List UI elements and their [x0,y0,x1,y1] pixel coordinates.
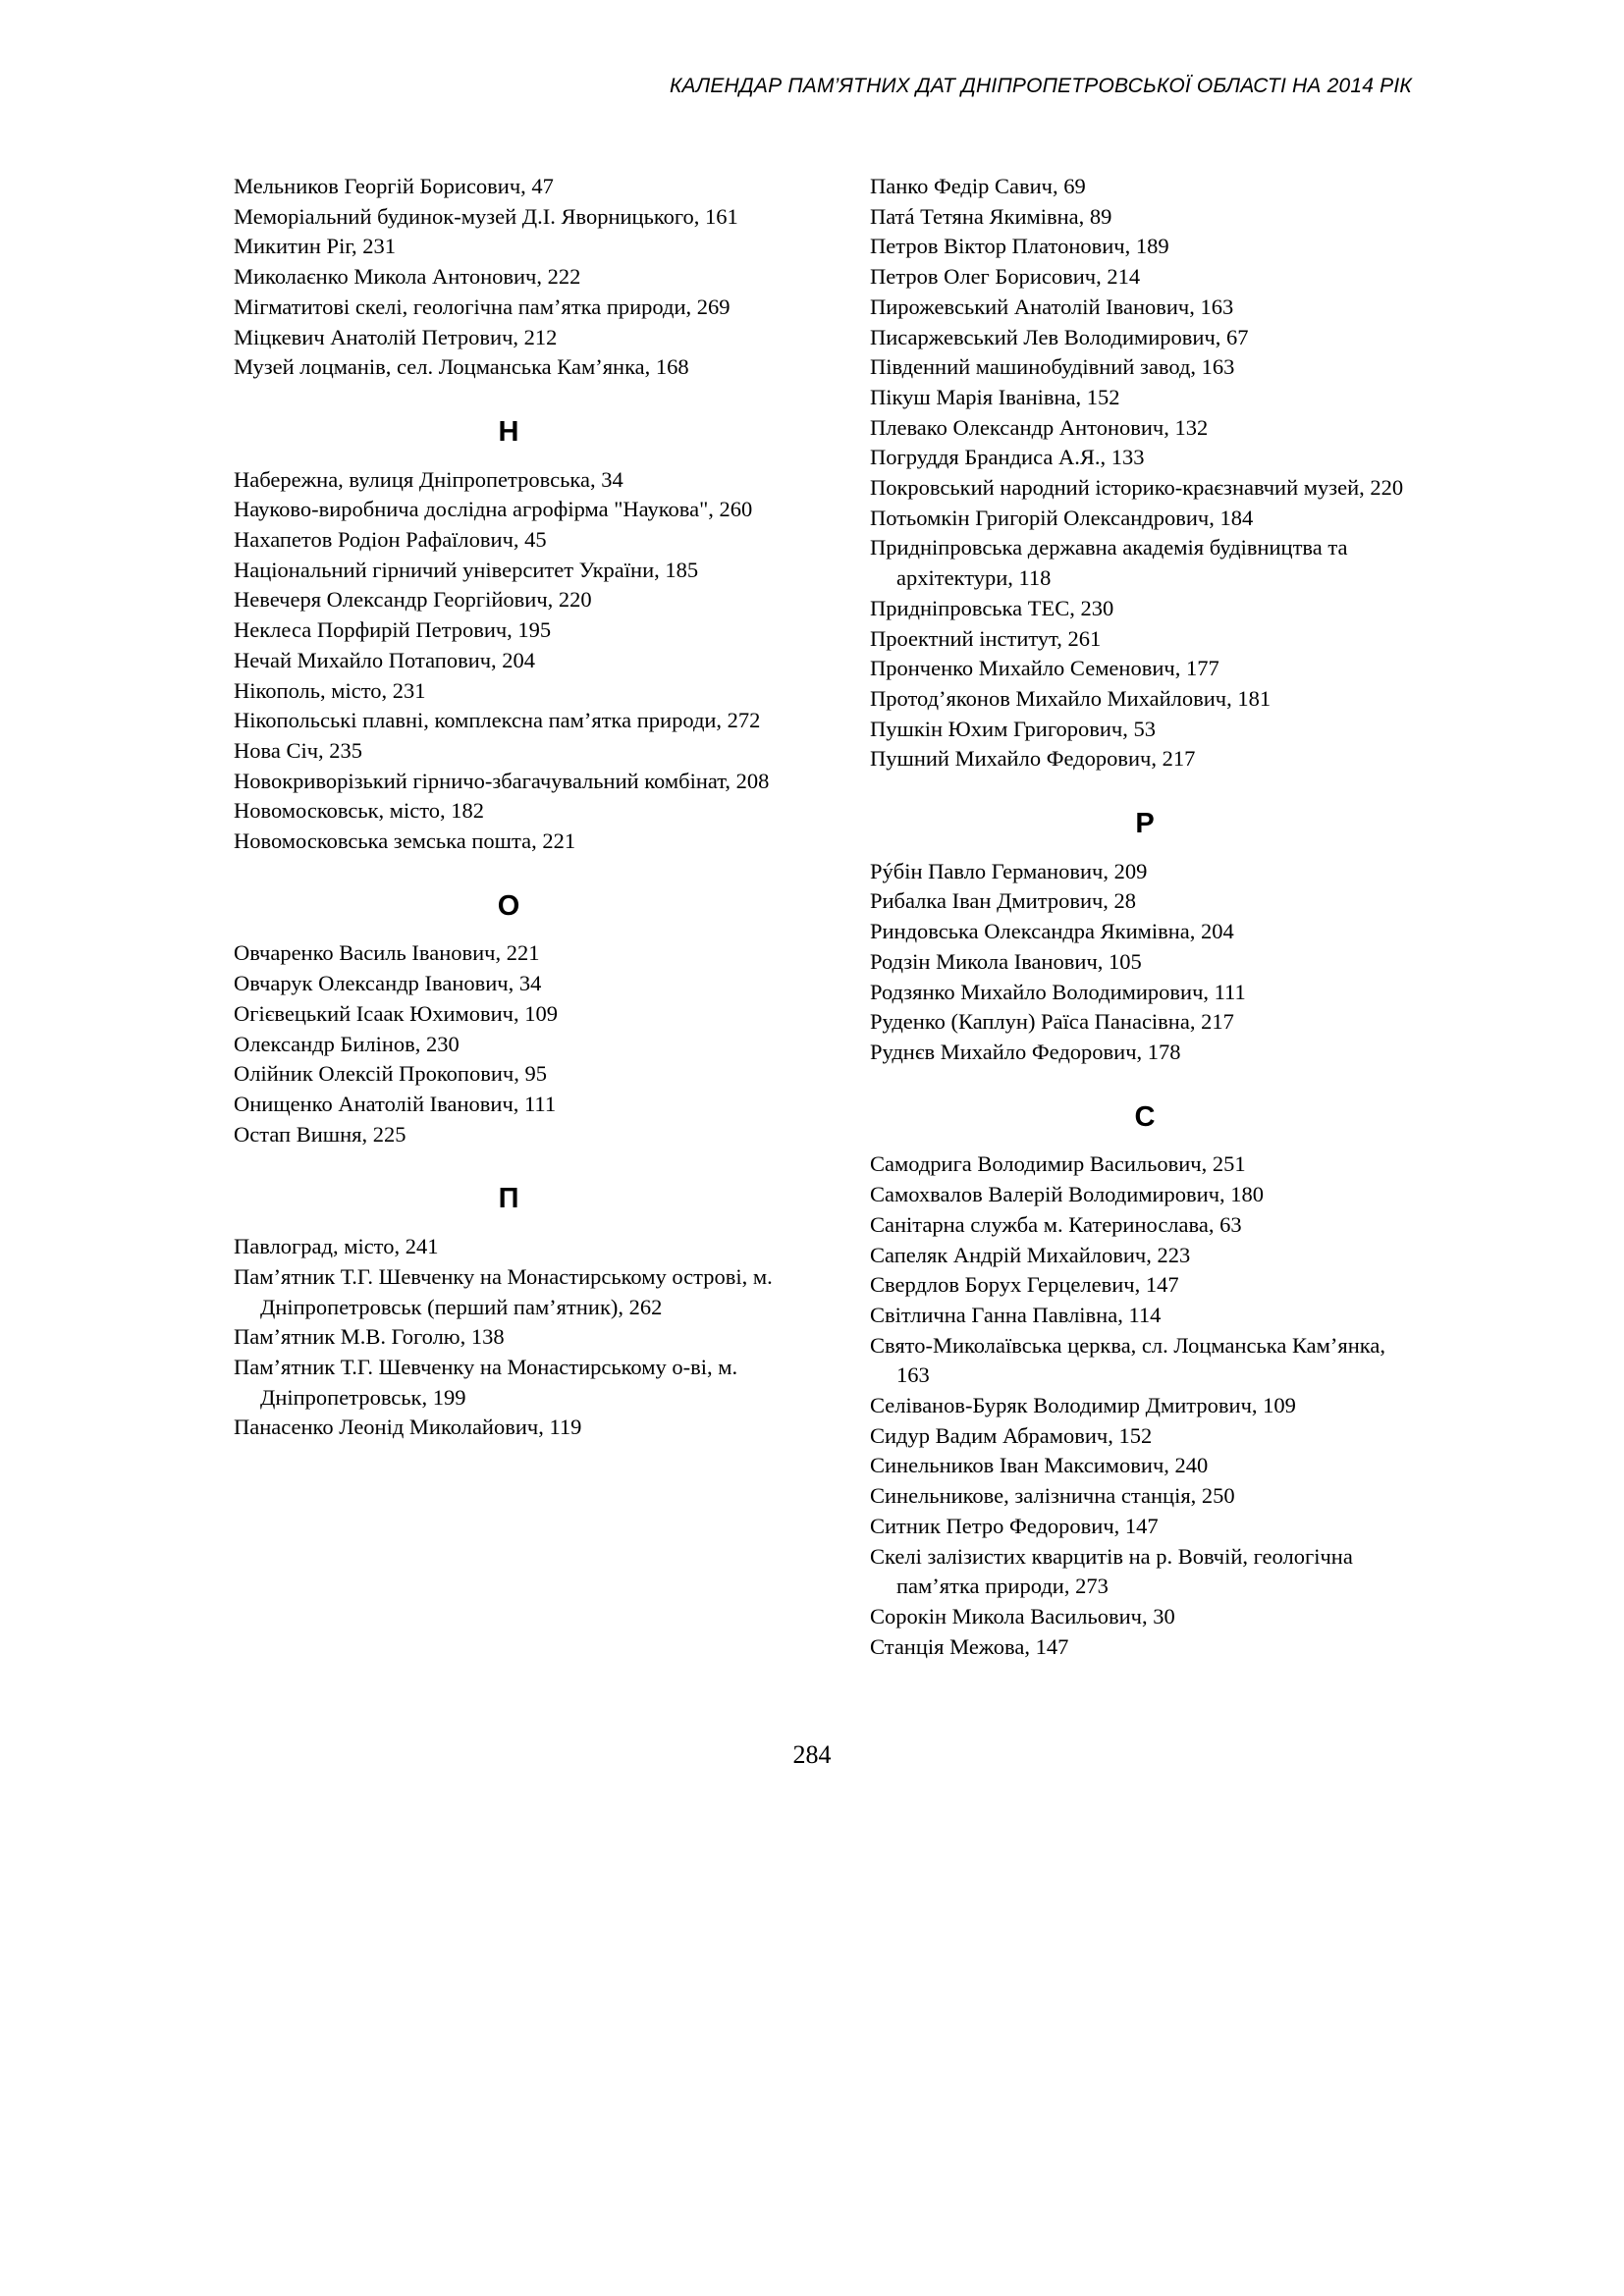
index-entry: Пам’ятник Т.Г. Шевченку на Монастирському о-ві, м. Дніпропетровськ, 199 [234,1354,738,1410]
index-entry: Новомосковськ, місто, 182 [234,798,485,824]
index-entry: Селіванов-Буряк Володимир Дмитрович, 109 [870,1393,1296,1418]
index-entry: Південний машинобудівний завод, 163 [870,354,1235,380]
index-entry: Микитин Ріг, 231 [234,234,397,259]
index-entry: Огієвецький Ісаак Юхимович, 109 [234,1000,558,1026]
index-entry: Руднєв Михайло Федорович, 178 [870,1039,1181,1064]
index-entry: Синельников Іван Максимович, 240 [870,1453,1209,1478]
index-entry: Пушний Михайло Федорович, 217 [870,746,1196,772]
index-entry: Покровський народний історико-краєзнавчий музей, 220 [870,475,1404,501]
running-header: КАЛЕНДАР ПАМ’ЯТНИХ ДАТ ДНІПРОПЕТРОВСЬКОЇ ОБЛАСТІ НА 2014 РІК [669,75,1412,97]
index-entry: Патá Тетяна Якимівна, 89 [870,203,1112,229]
section-r [870,857,1420,1068]
index-entry: Онищенко Анатолій Іванович, 111 [234,1091,557,1116]
index-entry: Меморіальний будинок-музей Д.І. Яворницького, 161 [234,203,738,229]
index-entry: Пушкін Юхим Григорович, 53 [870,716,1156,741]
index-entry: Петров Віктор Платонович, 189 [870,234,1169,259]
index-entry: Сапеляк Андрій Михайлович, 223 [870,1242,1191,1267]
index-column-left [234,172,784,1443]
index-entry: Ситник Петро Федорович, 147 [870,1513,1159,1538]
index-entry: Олександр Билінов, 230 [234,1031,460,1056]
page-number: 284 [792,1740,832,1769]
index-entry: Скелі залізистих кварцитів на р. Вовчій, геологічна пам’ятка природи, 273 [870,1543,1353,1599]
index-entry: Набережна, вулиця Дніпропетровська, 34 [234,466,623,492]
index-entry: Придніпровська державна академія будівництва та архітектури, 118 [870,535,1348,591]
index-entry: Санітарна служба м. Катеринослава, 63 [870,1211,1242,1237]
index-entry: Писаржевський Лев Володимирович, 67 [870,324,1249,349]
index-entry: Павлоград, місто, 241 [234,1234,439,1259]
section-n [234,465,784,857]
index-entry: Нікопольські плавні, комплексна пам’ятка природи, 272 [234,708,761,733]
index-entry: Сорокін Микола Васильович, 30 [870,1603,1175,1629]
index-entry: Нова Січ, 235 [234,737,363,763]
index-entry: Протод’яконов Михайло Михайлович, 181 [870,685,1272,711]
index-entry: Пам’ятник Т.Г. Шевченку на Монастирському острові, м. Дніпропетровськ (перший пам’ятник), 262 [234,1263,773,1319]
index-entry: Пікуш Марія Іванівна, 152 [870,384,1120,409]
index-entry: Самохвалов Валерій Володимирович, 180 [870,1182,1265,1207]
index-entry: Синельникове, залізнична станція, 250 [870,1483,1235,1509]
index-entry: Пам’ятник М.В. Гоголю, 138 [234,1324,505,1350]
section-p-right [870,172,1420,774]
index-entry: Мігматитові скелі, геологічна пам’ятка природи, 269 [234,294,731,319]
index-entry: Невечеря Олександр Георгійович, 220 [234,587,592,613]
index-entry: Нахапетов Родіон Рафаїлович, 45 [234,527,547,553]
section-letter-n: Н [498,415,519,448]
index-entry: Національний гірничий університет України, 185 [234,557,699,582]
section-letter-p: П [498,1183,519,1215]
index-entry: Нечай Михайло Потапович, 204 [234,647,536,672]
index-entry: Музей лоцманів, сел. Лоцманська Кам’янка, 168 [234,354,689,380]
index-entry: Овчаренко Василь Іванович, 221 [234,940,540,966]
index-entry: Пронченко Михайло Семенович, 177 [870,656,1219,681]
index-column-right [870,172,1420,1662]
index-entry: Погруддя Брандиса А.Я., 133 [870,445,1145,470]
index-entry: Петров Олег Борисович, 214 [870,264,1141,290]
index-entry: Науково-виробнича дослідна агрофірма "Наукова", 260 [234,497,753,522]
index-entry: Родзін Микола Іванович, 105 [870,948,1142,974]
section-o [234,938,784,1149]
index-entry: Родзянко Михайло Володимирович, 111 [870,979,1246,1004]
section-s [870,1149,1420,1662]
index-entry: Риндовська Олександра Якимівна, 204 [870,919,1234,944]
index-entry: Станція Межова, 147 [870,1633,1069,1659]
index-entry: Проектний інститут, 261 [870,625,1102,651]
index-entry: Рýбін Павло Германович, 209 [870,858,1148,883]
index-entry: Неклеса Порфирій Петрович, 195 [234,617,552,643]
index-entry: Нікополь, місто, 231 [234,677,426,703]
index-entry: Сидур Вадим Абрамович, 152 [870,1422,1153,1448]
index-entry: Потьомкін Григорій Олександрович, 184 [870,505,1254,530]
section-letter-r: Р [1135,808,1155,840]
index-entry: Плевако Олександр Антонович, 132 [870,414,1209,440]
index-entry: Свердлов Борух Герцелевич, 147 [870,1272,1179,1298]
index-entry: Новокриворізький гірничо-збагачувальний комбінат, 208 [234,768,770,793]
index-entry: Остап Вишня, 225 [234,1121,406,1147]
index-entry: Миколаєнко Микола Антонович, 222 [234,264,581,290]
section-m [234,172,784,383]
index-entry: Пирожевський Анатолій Іванович, 163 [870,294,1234,319]
index-entry: Мельников Георгій Борисович, 47 [234,174,554,198]
section-letter-o: О [497,889,520,922]
index-entry: Придніпровська ТЕС, 230 [870,595,1114,620]
index-entry: Руденко (Каплун) Раїса Панасівна, 217 [870,1009,1234,1035]
section-letter-s: С [1134,1100,1156,1133]
index-entry: Панасенко Леонід Миколайович, 119 [234,1415,582,1440]
section-p-left [234,1232,784,1443]
index-entry: Рибалка Іван Дмитрович, 28 [870,888,1137,914]
index-entry: Світлична Ганна Павлівна, 114 [870,1302,1162,1327]
index-entry: Новомосковська земська пошта, 221 [234,828,576,854]
index-entry: Самодрига Володимир Васильович, 251 [870,1151,1246,1177]
index-entry: Міцкевич Анатолій Петрович, 212 [234,324,558,349]
index-entry: Олійник Олексій Прокопович, 95 [234,1061,547,1087]
index-entry: Панко Федір Савич, 69 [870,174,1086,198]
index-entry: Овчарук Олександр Іванович, 34 [234,971,542,996]
index-entry: Свято-Миколаївська церква, сл. Лоцманська Кам’янка, 163 [870,1332,1385,1388]
